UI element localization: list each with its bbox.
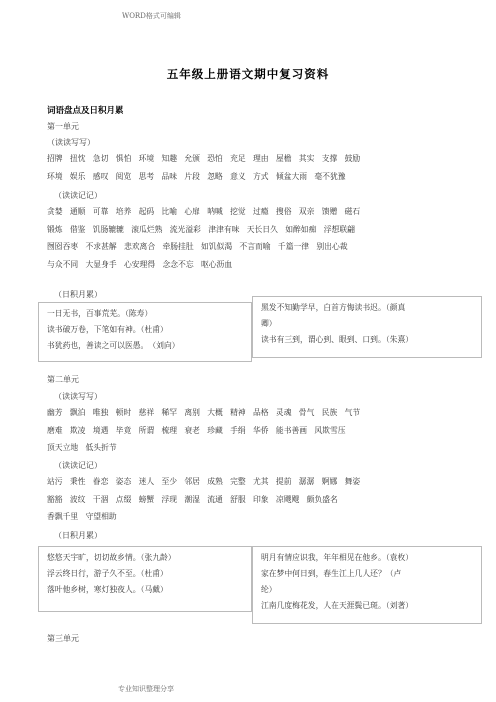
word: 品格	[253, 408, 269, 417]
quote-line: 浮云终日行，游子久不至。（杜甫）	[47, 569, 168, 578]
quote-line: 读书有三到，谓心到、眼到、口到。（朱熹）	[261, 335, 414, 344]
word: 贪婪	[47, 207, 63, 216]
word: 精神	[230, 408, 246, 417]
word: 扭忱	[69, 154, 86, 163]
word: 点缀	[115, 494, 132, 504]
word: 民族	[321, 408, 338, 417]
quote-line: 纶）	[261, 585, 277, 594]
unit1-read-write-label: （读读写写）	[47, 138, 95, 147]
word: 恐怕	[207, 154, 223, 163]
word: 惧怕	[115, 154, 132, 163]
quote-line: 明月有情应识我，年年相见在他乡。（袁枚）	[261, 553, 414, 562]
quote-line: 落叶他乡树，寒灯独夜人。（马戴）	[47, 585, 168, 594]
word: 欺凌	[69, 425, 86, 435]
word: 锻炼	[47, 224, 63, 234]
word: 滚瓜烂熟	[131, 224, 163, 234]
unit1-title: 第一单元	[47, 122, 79, 131]
word: 挖觉	[230, 207, 246, 216]
word: 如醉如痴	[285, 224, 317, 234]
word: 颇负盛名	[306, 494, 338, 504]
unit2-read-remember-label: （读读记记）	[54, 461, 102, 470]
word: 稀罕	[161, 408, 178, 417]
word-row	[47, 422, 367, 440]
word: 毕竟	[115, 425, 132, 435]
word: 灵魂	[275, 408, 292, 417]
word: 潺潺	[298, 477, 315, 486]
word: 思考	[138, 171, 155, 181]
word-row	[47, 168, 367, 186]
word: 离别	[184, 408, 200, 417]
quote-line: 一日无书，百事荒芜。（陈寿）	[47, 309, 153, 318]
word: 风欺雪压	[314, 425, 346, 435]
word: 感叹	[92, 171, 109, 181]
quote-line: 黑发不知勤学早，白首方悔读书迟。（颜真	[261, 303, 406, 312]
word-row	[47, 439, 367, 457]
word: 境遇	[92, 425, 109, 435]
unit1-read-write-words	[47, 150, 367, 185]
word: 完整	[230, 477, 246, 486]
word: 迷人	[138, 477, 155, 486]
word: 浮现	[161, 494, 178, 504]
word: 舞姿	[344, 477, 361, 486]
section-title: 词语盘点及日积月累	[47, 106, 124, 116]
word: 香飘千里	[47, 512, 79, 521]
unit1-read-remember-label: （读读记记）	[54, 191, 102, 200]
word: 手绢	[230, 425, 246, 435]
word: 珍藏	[207, 425, 223, 435]
word: 比喻	[161, 207, 178, 216]
word: 方式	[253, 171, 269, 181]
word: 品味	[161, 171, 178, 181]
word: 流通	[207, 494, 223, 504]
quote-line: 悠悠天宇旷，切切故乡情。（张九龄）	[47, 553, 176, 562]
word: 牵肠挂肚	[162, 242, 194, 251]
quote-line: 江南几度梅花发，人在天涯鬓已斑。（刘著）	[261, 601, 414, 610]
quote-line: 家在梦中何日到，春生江上几人还？（卢	[261, 569, 402, 578]
unit2-read-remember-words	[47, 473, 367, 526]
word: 起码	[138, 207, 155, 216]
word: 华侨	[253, 425, 269, 435]
word-row	[47, 473, 367, 491]
word: 馈赠	[321, 207, 338, 216]
word: 凉飕飕	[275, 494, 300, 504]
word: 骨气	[298, 408, 315, 417]
unit2-daily-label: （日积月累）	[54, 531, 102, 540]
word: 大概	[207, 408, 223, 417]
word-row	[47, 238, 367, 256]
word: 所谓	[138, 425, 155, 435]
word: 娱乐	[69, 171, 86, 181]
word: 津津有味	[208, 224, 240, 234]
word: 允颁	[184, 154, 200, 163]
word: 与众不同	[47, 259, 79, 269]
word: 呕心沥血	[200, 259, 233, 269]
word-row	[47, 203, 367, 221]
word: 鼓励	[344, 154, 361, 163]
word-row	[47, 491, 367, 509]
word: 急切	[92, 154, 109, 163]
word: 气节	[344, 408, 361, 417]
page-header: WORD格式可编辑	[122, 12, 181, 20]
word: 知趣	[161, 154, 178, 163]
quote-line: 书犹药也，善读之可以医愚。 （刘向）	[47, 341, 180, 350]
quote-line: 读书破万卷，下笔如有神。（杜甫）	[47, 325, 168, 334]
word: 屋檐	[275, 154, 292, 163]
word: 流光溢彩	[169, 224, 201, 234]
word: 干涸	[92, 494, 109, 504]
word-row	[47, 404, 367, 422]
word: 忽略	[207, 171, 223, 181]
word: 环境	[47, 171, 63, 181]
word: 千篇一律	[277, 242, 310, 251]
unit1-daily-label: （日积月累）	[54, 290, 102, 299]
word: 螃蟹	[138, 494, 155, 504]
word: 理由	[253, 154, 269, 163]
word: 悲欢离合	[123, 242, 156, 251]
word: 姿态	[115, 477, 132, 486]
word: 招牌	[47, 154, 63, 163]
word: 秉性	[69, 477, 86, 486]
word: 不求甚解	[85, 242, 117, 251]
word: 倾盆大雨	[275, 171, 308, 181]
quote-line: 卿）	[261, 319, 277, 328]
word: 环境	[138, 154, 155, 163]
unit2-title: 第二单元	[47, 375, 79, 384]
word: 搜俗	[275, 207, 292, 216]
page-footer: 专业知识整理分享	[118, 685, 174, 693]
word-row	[47, 508, 367, 526]
page-title: 五年级上册语文期中复习资料	[166, 67, 330, 81]
unit2-read-write-words	[47, 404, 367, 457]
unit1-quote-box-left	[38, 302, 252, 362]
word: 阅览	[115, 171, 132, 181]
word: 囫囵吞枣	[47, 242, 79, 251]
word: 唯独	[92, 408, 109, 417]
unit2-read-write-label: （读读写写）	[54, 392, 102, 401]
word: 天长日久	[246, 224, 278, 234]
word: 顿时	[115, 408, 132, 417]
word: 能书善画	[275, 425, 308, 435]
word-row	[47, 256, 367, 274]
word-row	[47, 221, 367, 239]
word: 站污	[47, 477, 63, 486]
word: 飘泊	[69, 408, 86, 417]
word: 守望相助	[85, 512, 117, 521]
word: 幽芳	[47, 408, 63, 417]
word: 过瘾	[253, 207, 269, 216]
word: 婀娜	[321, 477, 338, 486]
word: 低头折节	[85, 443, 117, 452]
word: 别出心裁	[316, 242, 348, 251]
word: 衰老	[184, 425, 200, 435]
word: 可靠	[92, 207, 109, 216]
word: 尤其	[253, 477, 269, 486]
word: 借鉴	[69, 224, 86, 234]
word: 大显身手	[85, 259, 117, 269]
word: 片段	[184, 171, 200, 181]
word: 波纹	[69, 494, 86, 504]
word: 豁豁	[47, 494, 63, 504]
word: 心扉	[184, 207, 200, 216]
word: 潮湿	[184, 494, 200, 504]
word: 舒服	[230, 494, 246, 504]
word-row	[47, 150, 367, 168]
unit2-quote-box-right	[252, 546, 482, 624]
word: 双亲	[298, 207, 315, 216]
word: 不言而喻	[239, 242, 271, 251]
word: 磁石	[344, 207, 361, 216]
word: 意义	[230, 171, 246, 181]
unit3-title: 第三单元	[47, 634, 79, 643]
word: 培养	[115, 207, 132, 216]
word: 眷恋	[92, 477, 109, 486]
word: 呐喊	[207, 207, 223, 216]
word: 念念不忘	[162, 259, 194, 269]
word: 慈祥	[138, 408, 155, 417]
word: 印象	[253, 494, 269, 504]
word: 饥肠辘辘	[92, 224, 124, 234]
word: 充足	[230, 154, 246, 163]
word: 顶天立地	[47, 443, 79, 452]
word: 提前	[275, 477, 292, 486]
word: 成熟	[207, 477, 223, 486]
word: 毫不犹豫	[314, 171, 346, 181]
unit1-quote-box-right	[252, 296, 482, 358]
word: 其实	[298, 154, 315, 163]
word: 邻居	[184, 477, 200, 486]
word: 磨难	[47, 425, 63, 435]
unit1-read-remember-words	[47, 203, 367, 273]
word: 浮想联翩	[323, 224, 355, 234]
word: 心安理得	[123, 259, 156, 269]
word: 如饥似渴	[200, 242, 233, 251]
unit2-quote-box-left	[38, 546, 252, 612]
word: 至少	[161, 477, 178, 486]
word: 通顺	[69, 207, 86, 216]
word: 支撑	[321, 154, 338, 163]
word: 梳理	[161, 425, 178, 435]
